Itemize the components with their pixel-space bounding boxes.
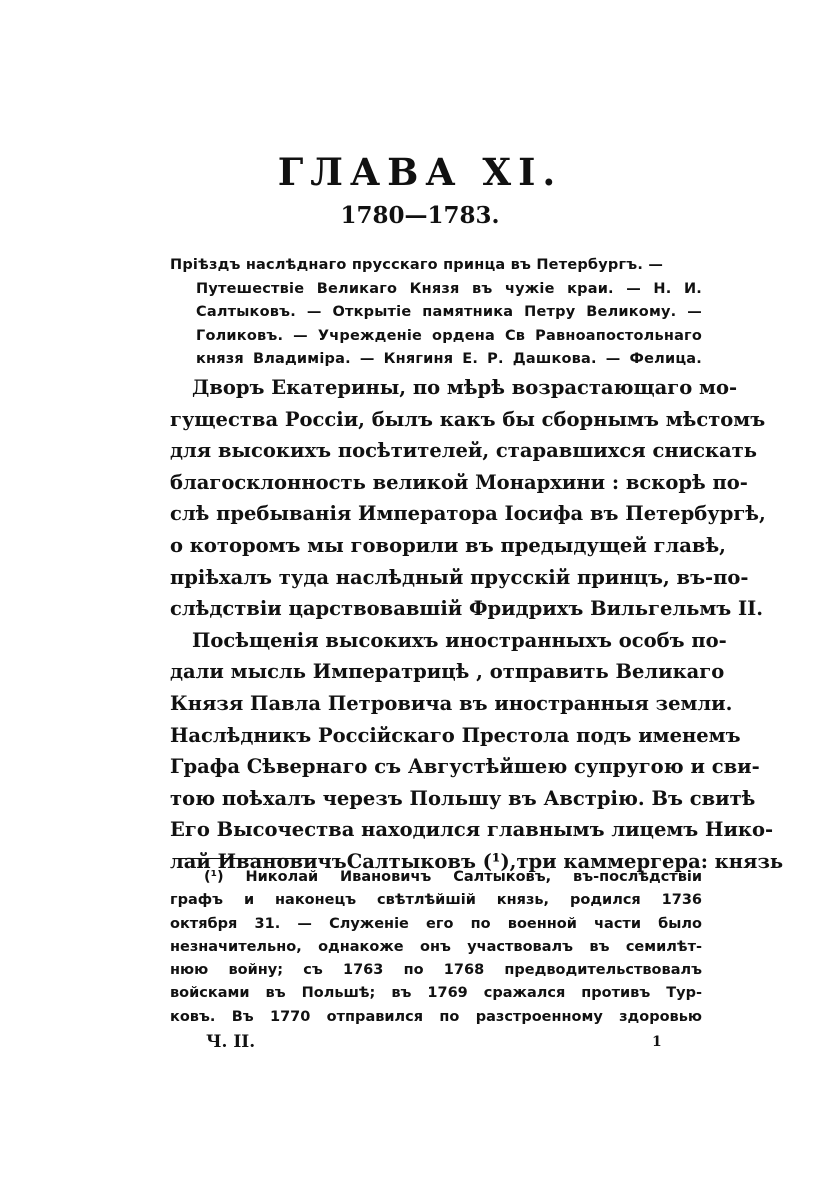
- body-line: Дворъ Екатерины, по мѣрѣ возрастающаго мо-: [192, 376, 738, 399]
- summary-line: Салтыковъ. — Открытiе памятника Петру Великому. —: [196, 304, 702, 320]
- sheet-signature: 1: [652, 1034, 662, 1050]
- body-line: Графа Сѣвернаго съ Августѣйшею супругою и сви-: [170, 755, 760, 779]
- body-text: [170, 372, 784, 878]
- chapter-title: ГЛАВА XI.: [277, 150, 563, 194]
- summary-line: Прiѣздъ наслѣднаго прусскаго принца въ Петербургъ. —: [170, 257, 664, 273]
- chapter-summary: [170, 254, 702, 372]
- footnote-line: ковъ. Въ 1770 отправился по разстроенному здоровью: [170, 1008, 702, 1025]
- body-line: тою поѣхалъ черезъ Польшу въ Австрiю. Въ свитѣ: [170, 786, 756, 810]
- body-line: Посѣщенiя высокихъ иностранныхъ особъ по-: [192, 628, 727, 652]
- body-line: гущества Россiи, былъ какъ бы сборнымъ мѣстомъ: [170, 407, 766, 431]
- volume-signature: Ч. II.: [206, 1032, 256, 1052]
- summary-line: князя Владимiра. — Княгиня Е. Р. Дашкова. — Фелица.: [196, 351, 702, 367]
- body-line: слѣдствiи царствовавшiй Фридрихъ Вильгельмъ II.: [170, 597, 764, 621]
- footnote-line: войсками въ Польшѣ; въ 1769 сражался противъ Тур-: [170, 985, 702, 1002]
- body-line: прiѣхалъ туда наслѣдный прусскiй принцъ, въ-по-: [170, 565, 749, 589]
- summary-line: Голиковъ. — Учрежденiе ордена Св Равноапостольнаго: [196, 327, 702, 344]
- footnote-line: октября 31. — Служенiе его по военной части было: [170, 915, 702, 932]
- footnote-line: незначительно, однакоже онъ участвовалъ въ семилѣт-: [170, 938, 702, 955]
- body-line: о которомъ мы говорили въ предыдущей главѣ,: [170, 533, 726, 557]
- footnote: [170, 866, 702, 1029]
- body-line: слѣ пребыванiя Императора Iосифа въ Петербургѣ,: [170, 502, 766, 526]
- body-line: Наслѣдникъ Россiйскаго Престола подъ именемъ: [170, 723, 741, 747]
- body-line: Его Высочества находился главнымъ лицемъ Нико-: [170, 818, 774, 842]
- footnote-line: (¹) Николай Ивановичъ Салтыковъ, въ-послѣдствiи: [204, 869, 702, 885]
- body-line: лай ИвановичъСалтыковъ (¹),три каммергера: князь: [170, 849, 784, 873]
- footnote-line: нюю войну; съ 1763 по 1768 предводительствовалъ: [170, 962, 702, 979]
- body-line: благосклонность великой Монархини : вскорѣ по-: [170, 470, 748, 494]
- body-line: дали мысль Императрицѣ , отправить Великаго: [170, 660, 725, 684]
- footnote-line: графъ и наконецъ свѣтлѣйшiй князь, родился 1736: [170, 892, 702, 909]
- summary-line: Путешествiе Великаго Князя въ чужiе краи. — Н. И.: [196, 280, 702, 297]
- chapter-years: 1780—1783.: [340, 202, 500, 229]
- body-line: для высокихъ посѣтителей, старавшихся снискать: [170, 439, 757, 463]
- body-line: Князя Павла Петровича въ иностранныя земли.: [170, 691, 733, 715]
- footnote-divider: [176, 858, 316, 859]
